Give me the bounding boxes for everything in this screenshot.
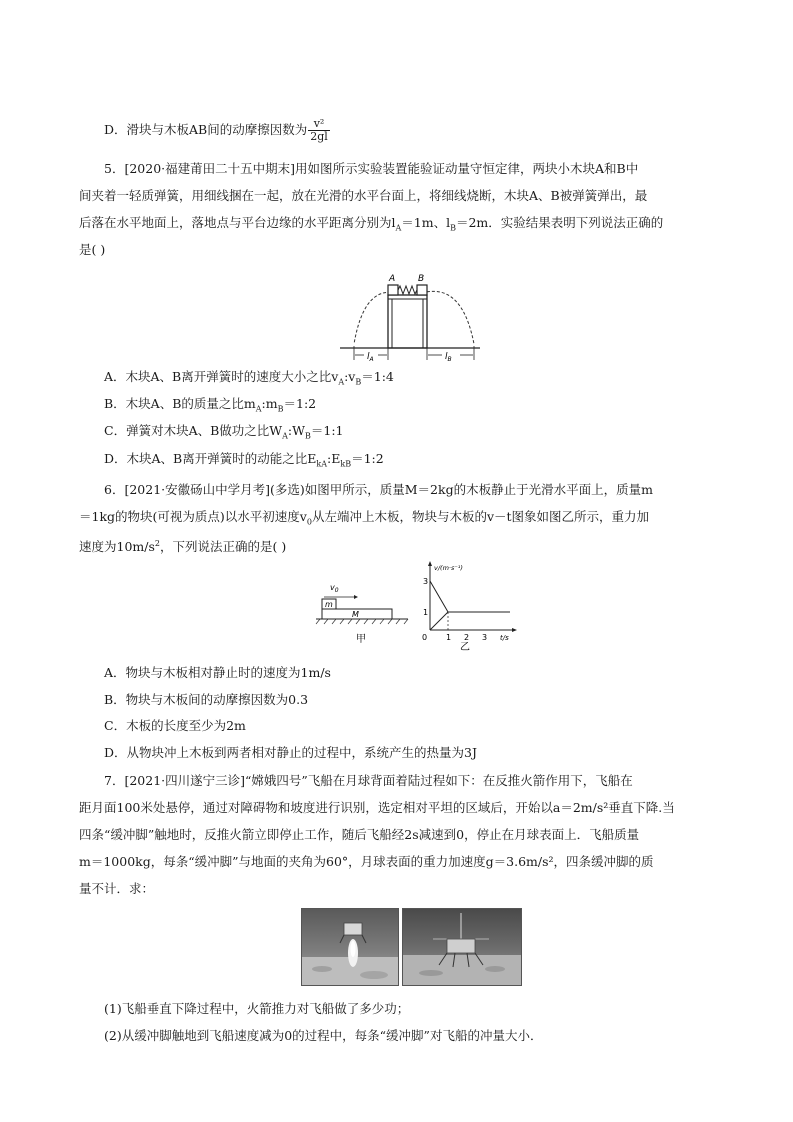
q5-stem-line3: 后落在水平地面上，落地点与平台边缘的水平距离分别为$l_A=1m$、$l_B=2m$．实验结果表明下列说法正确的 bbox=[79, 215, 664, 233]
q5-stem-line2: 间夹着一轻质弹簧，用细线捆在一起，放在光滑的水平台面上，将细线烧断，木块A、B被弹簧弹出，最 bbox=[79, 188, 648, 203]
q7-stem-line3: 四条“缓冲脚”触地时，反推火箭立即停止工作，随后飞船经2s减速到0，停止在月球表面上．飞船质量 bbox=[79, 827, 640, 842]
trajectory-b bbox=[422, 291, 474, 344]
block-a bbox=[388, 285, 398, 295]
block-b bbox=[417, 285, 427, 295]
q6-stem-line2: ＝1kg的物块(可视为质点)以水平初速度$v_0$从左端冲上木板，物块与木板的v－t图象如图乙所示，重力加 bbox=[79, 509, 650, 527]
label-la: $l_A$ bbox=[367, 352, 374, 363]
q7-subquestion-1: (1)飞船垂直下降过程中，火箭推力对飞船做了多少功； bbox=[104, 1001, 410, 1016]
q5-spring-figure bbox=[338, 268, 482, 364]
q6-option-d: D．从物块冲上木板到两者相对静止的过程中，系统产生的热量为3J bbox=[104, 745, 477, 760]
q5-option-d: D．木块A、B离开弹簧时的动能之比$E_{kA}:E_{kB}=1:2$ bbox=[104, 451, 384, 469]
friction-fraction bbox=[308, 118, 330, 143]
svg-text:1: 1 bbox=[423, 608, 429, 617]
q6-figure-jia bbox=[312, 580, 412, 644]
q7-stem-line2: 距月面100米处悬停，通过对障碍物和坡度进行识别，选定相对平坦的区域后，开始以a＝2m/s²垂直下降.当 bbox=[79, 800, 675, 815]
q6-option-a: A．物块与木板相对静止时的速度为1m/s bbox=[104, 665, 331, 680]
q5-option-c: C．弹簧对木块A、B做功之比$W_A:W_B=1:1$ bbox=[104, 423, 344, 441]
svg-text:M: M bbox=[352, 610, 359, 619]
svg-text:1: 1 bbox=[446, 633, 452, 642]
q6-option-b: B．物块与木板间的动摩擦因数为0.3 bbox=[104, 692, 309, 707]
svg-text:v/(m·s⁻¹): v/(m·s⁻¹) bbox=[434, 564, 463, 572]
block-velocity-line bbox=[430, 581, 448, 612]
svg-text:v0: $v_0$ bbox=[330, 583, 339, 594]
prev-option-d-text: D．滑块与木板AB间的动摩擦因数为 bbox=[104, 122, 308, 137]
q7-stem-line4: m＝1000kg，每条“缓冲脚”与地面的夹角为60°，月球表面的重力加速度g＝3.6m/s²，四条缓冲脚的质 bbox=[79, 854, 654, 869]
v-t-lines bbox=[430, 581, 510, 630]
q5-stem-line4: 是( ) bbox=[79, 242, 106, 257]
caption-jia: 甲 bbox=[356, 634, 366, 644]
photo-lander-descent bbox=[301, 908, 399, 986]
label-b: B bbox=[418, 274, 425, 284]
caption-yi: 乙 bbox=[460, 642, 470, 652]
svg-text:0: 0 bbox=[422, 633, 428, 642]
label-a: A bbox=[389, 274, 396, 284]
svg-text:t/s: t/s bbox=[500, 634, 509, 642]
fraction-numerator: v² bbox=[308, 118, 330, 131]
q7-stem-line1: 7．[2021·四川遂宁三诊]“嫦娥四号”飞船在月球背面着陆过程如下：在反推火箭作用下，飞船在 bbox=[104, 773, 633, 788]
board-velocity-line bbox=[430, 612, 448, 630]
q5-option-b: B．木块A、B的质量之比$m_A:m_B=1:2$ bbox=[104, 396, 317, 414]
q6-stem-line3: 速度为$10m/s^2$，下列说法正确的是( ) bbox=[79, 539, 287, 555]
q5-stem-line1: 5．[2020·福建莆田二十五中期末]用如图所示实验装置能验证动量守恒定律，两块小木块A和B中 bbox=[104, 161, 639, 176]
svg-text:2: 2 bbox=[464, 633, 470, 642]
fraction-denominator: 2gl bbox=[310, 130, 328, 143]
svg-text:3: 3 bbox=[482, 633, 488, 642]
svg-text:3: 3 bbox=[423, 577, 429, 586]
q6-stem-line1: 6．[2021·安徽砀山中学月考](多选)如图甲所示，质量M＝2kg的木板静止于光滑水平面上，质量m bbox=[104, 482, 653, 497]
spring bbox=[398, 286, 417, 294]
q7-stem-line5: 量不计．求： bbox=[79, 881, 155, 896]
q5-option-a: A．木块A、B离开弹簧时的速度大小之比$v_A:v_B=1:4$ bbox=[104, 369, 394, 387]
q6-figure-yi bbox=[418, 560, 518, 652]
label-lb: $l_B$ bbox=[445, 352, 452, 363]
platform bbox=[388, 295, 427, 348]
svg-text:m: m bbox=[325, 600, 333, 609]
q7-subquestion-2: (2)从缓冲脚触地到飞船速度减为0的过程中，每条“缓冲脚”对飞船的冲量大小． bbox=[104, 1028, 543, 1043]
prev-option-d bbox=[104, 118, 330, 143]
q6-option-c: C．木板的长度至少为2m bbox=[104, 718, 246, 733]
photo-lander-surface bbox=[402, 908, 522, 986]
